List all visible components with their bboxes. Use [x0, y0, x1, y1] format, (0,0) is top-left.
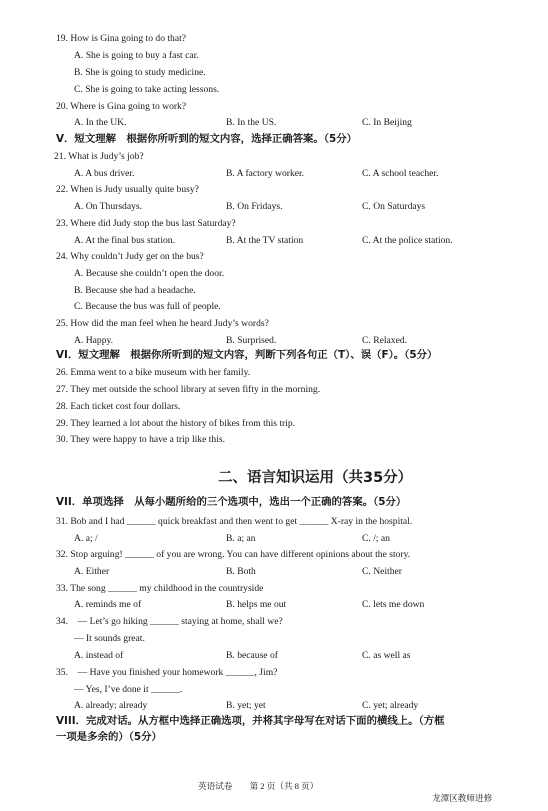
question-32-option-b: B. Both [226, 566, 256, 577]
question-21-stem: 21. What is Judy’s job? [54, 151, 144, 162]
section-7-heading: VII．单项选择 从每小题所给的三个选项中，选出一个正确的答案。（5分） [56, 496, 407, 508]
question-24-option-c: C. Because the bus was full of people. [74, 301, 221, 312]
question-33-option-a: A. reminds me of [74, 599, 142, 610]
question-27: 27. They met outside the school library at seven fifty in the morning. [56, 384, 321, 395]
section-6-heading: VI．短文理解 根据你所听到的短文内容，判断下列各句正（T）、误（F）。（5分） [56, 349, 438, 361]
question-23-stem: 23. Where did Judy stop the bus last Saturday? [56, 218, 236, 229]
question-35-option-c: C. yet; already [362, 700, 419, 711]
question-25-option-c: C. Relaxed. [362, 335, 408, 346]
question-20-stem: 20. Where is Gina going to work? [56, 101, 187, 112]
page-footer: 英语试卷 第 2 页（共 8 页） [198, 781, 319, 791]
question-33-stem: 33. The song ______ my childhood in the countryside [56, 583, 264, 594]
question-29: 29. They learned a lot about the history of bikes from this trip. [56, 418, 296, 429]
question-25-stem: 25. How did the man feel when he heard Judy’s words? [56, 318, 269, 329]
question-34-stem: 34. — Let’s go hiking ______ staying at home, shall we? [56, 616, 283, 627]
question-24-option-b: B. Because she had a headache. [74, 285, 196, 296]
question-34-option-c: C. as well as [362, 650, 411, 661]
question-33-option-c: C. lets me down [362, 599, 425, 610]
question-26: 26. Emma went to a bike museum with her family. [56, 367, 251, 378]
part-2-title: 二、语言知识运用（共35分） [218, 470, 413, 486]
question-31-option-c: C. /; an [362, 533, 390, 544]
question-19-option-c: C. She is going to take acting lessons. [74, 84, 220, 95]
question-20-option-b: B. In the US. [226, 117, 277, 128]
question-31-option-b: B. a; an [226, 533, 256, 544]
question-35-reply: — Yes, I’ve done it ______. [74, 684, 183, 695]
question-24-option-a: A. Because she couldn’t open the door. [74, 268, 225, 279]
question-32-option-a: A. Either [74, 566, 110, 577]
question-32-stem: 32. Stop arguing! ______ of you are wrong. You can have different opinions about the story. [56, 549, 411, 560]
question-23-option-b: B. At the TV station [226, 235, 304, 246]
question-21-option-b: B. A factory worker. [226, 168, 305, 179]
section-5-heading: V．短文理解 根据你所听到的短文内容，选择正确答案。（5分） [56, 133, 358, 145]
question-33-option-b: B. helps me out [226, 599, 287, 610]
question-25-option-b: B. Surprised. [226, 335, 277, 346]
question-24-stem: 24. Why couldn’t Judy get on the bus? [56, 251, 204, 262]
question-35-stem: 35. — Have you finished your homework ______, Jim? [56, 667, 278, 678]
question-19-option-b: B. She is going to study medicine. [74, 67, 206, 78]
footer-author: 龙潭区教师进修 [432, 793, 493, 803]
question-23-option-c: C. At the police station. [362, 235, 453, 246]
question-22-option-c: C. On Saturdays [362, 201, 426, 212]
question-19-stem: 19. How is Gina going to do that? [56, 33, 187, 44]
question-28: 28. Each ticket cost four dollars. [56, 401, 181, 412]
question-22-option-a: A. On Thursdays. [74, 201, 143, 212]
question-25-option-a: A. Happy. [74, 335, 114, 346]
question-21-option-a: A. A bus driver. [74, 168, 135, 179]
section-8-heading-line-2: 一项是多余的）（5分） [56, 731, 162, 743]
question-31-option-a: A. a; / [74, 533, 98, 544]
question-23-option-a: A. At the final bus station. [74, 235, 175, 246]
question-32-option-c: C. Neither [362, 566, 402, 577]
question-21-option-c: C. A school teacher. [362, 168, 439, 179]
question-22-stem: 22. When is Judy usually quite busy? [56, 184, 199, 195]
question-19-option-a: A. She is going to buy a fast car. [74, 50, 199, 61]
question-34-reply: — It sounds great. [74, 633, 145, 644]
question-20-option-a: A. In the UK. [74, 117, 127, 128]
question-22-option-b: B. On Fridays. [226, 201, 283, 212]
question-30: 30. They were happy to have a trip like this. [56, 434, 226, 445]
section-8-heading-line-1: VIII．完成对话。从方框中选择正确选项，并将其字母写在对话下面的横线上。（方框 [56, 715, 445, 727]
question-34-option-a: A. instead of [74, 650, 124, 661]
question-35-option-b: B. yet; yet [226, 700, 266, 711]
question-31-stem: 31. Bob and I had ______ quick breakfast and then went to get ______ X-ray in the hospital. [56, 516, 413, 527]
question-20-option-c: C. In Beijing [362, 117, 412, 128]
question-34-option-b: B. because of [226, 650, 278, 661]
question-35-option-a: A. already; already [74, 700, 148, 711]
